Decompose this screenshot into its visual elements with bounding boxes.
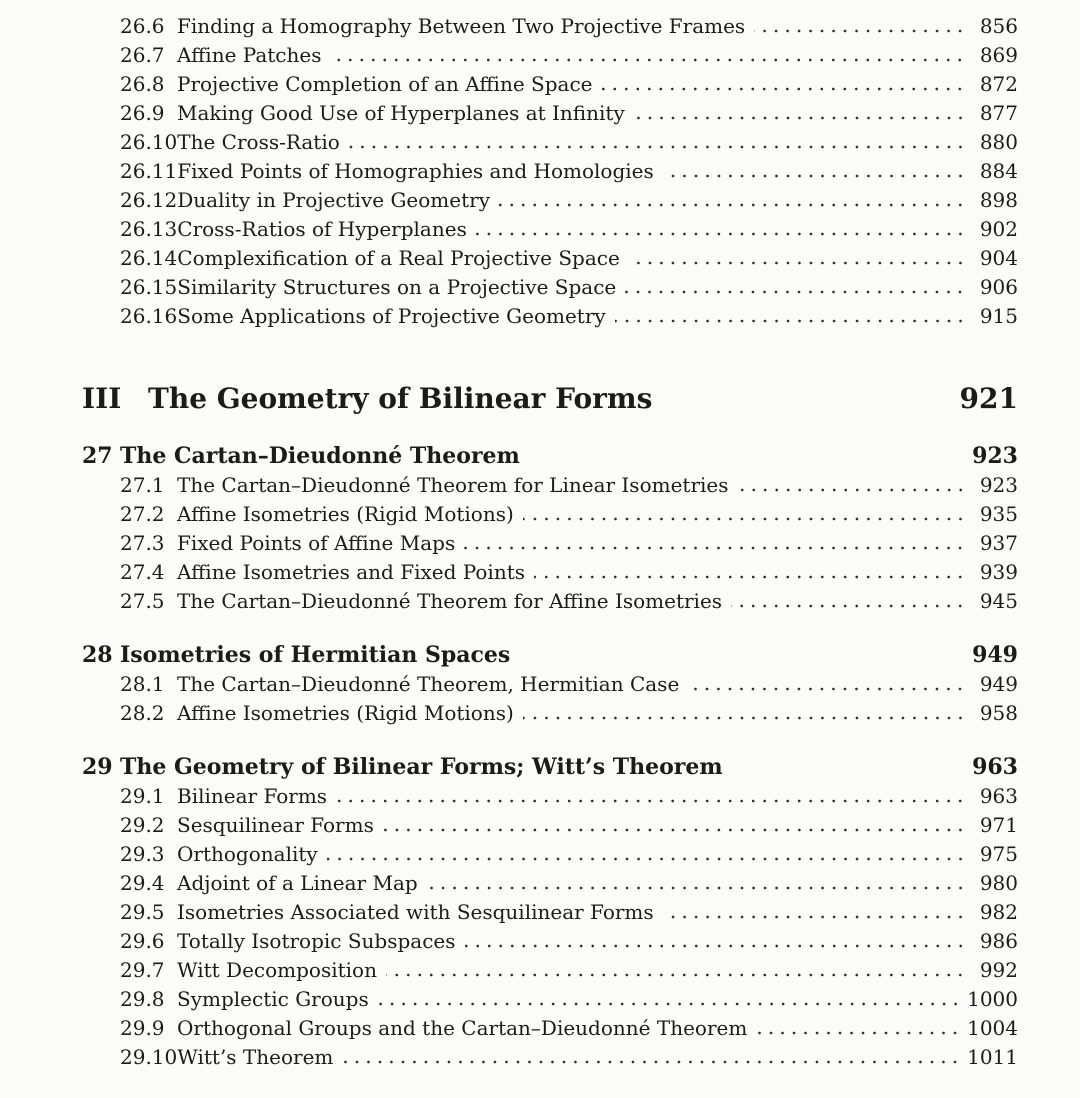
toc-entry-number: 26.11 xyxy=(120,159,178,183)
toc-entry-page: 971 xyxy=(979,813,1018,837)
dot-leader xyxy=(378,1002,961,1006)
toc-entry-title: Finding a Homography Between Two Projective Frames xyxy=(177,14,746,38)
toc-entry-page: 1004 xyxy=(967,1016,1018,1040)
dot-leader xyxy=(499,203,966,207)
chapter-title: The Cartan–Dieudonné Theorem xyxy=(120,443,520,469)
toc-entry-title: Affine Isometries (Rigid Motions) xyxy=(177,502,514,526)
part-page-number: 921 xyxy=(959,382,1018,415)
toc-entry-page: 935 xyxy=(979,502,1018,526)
toc-entry-title: Complexification of a Real Projective Space xyxy=(177,246,620,270)
dot-leader xyxy=(601,87,966,91)
dot-leader xyxy=(476,232,966,236)
dot-leader xyxy=(327,857,966,861)
toc-entry-number: 29.10 xyxy=(120,1045,178,1069)
chapter-page-number: 923 xyxy=(972,443,1018,469)
toc-entry xyxy=(82,99,1018,128)
part-title: The Geometry of Bilinear Forms xyxy=(148,382,653,415)
chapter-number: 27 xyxy=(82,443,113,469)
toc-entry-title: The Cartan–Dieudonné Theorem, Hermitian Case xyxy=(177,672,680,696)
leading-section-list xyxy=(82,12,1018,331)
toc-chapter xyxy=(82,441,1018,616)
toc-entry xyxy=(82,985,1018,1014)
toc-entry-number: 26.12 xyxy=(120,188,178,212)
toc-part-heading xyxy=(82,381,1018,417)
toc-entry xyxy=(82,215,1018,244)
dot-leader xyxy=(688,687,966,691)
toc-entry-number: 29.7 xyxy=(120,958,165,982)
toc-chapter-heading xyxy=(82,640,1018,670)
toc-chapter-heading xyxy=(82,752,1018,782)
toc-entry-title: Witt Decomposition xyxy=(177,958,377,982)
toc-entry-number: 29.9 xyxy=(120,1016,165,1040)
toc-entry xyxy=(82,302,1018,331)
toc-entry-page: 963 xyxy=(979,784,1018,808)
toc-entry xyxy=(82,782,1018,811)
toc-entry xyxy=(82,273,1018,302)
toc-entry xyxy=(82,927,1018,956)
toc-entry-number: 26.7 xyxy=(120,43,165,67)
toc-entry-number: 26.9 xyxy=(120,101,165,125)
toc-entry-number: 26.15 xyxy=(120,275,178,299)
dot-leader xyxy=(738,488,966,492)
toc-entry xyxy=(82,529,1018,558)
toc-entry-number: 29.4 xyxy=(120,871,165,895)
toc-entry-page: 982 xyxy=(979,900,1018,924)
toc-entry-title: Orthogonality xyxy=(177,842,318,866)
toc-entry-page: 906 xyxy=(979,275,1018,299)
toc-entry-title: The Cross-Ratio xyxy=(177,130,340,154)
toc-entry xyxy=(82,956,1018,985)
toc-entry-title: Similarity Structures on a Projective Space xyxy=(177,275,617,299)
toc-chapter xyxy=(82,752,1018,1072)
toc-entry-page: 1000 xyxy=(967,987,1018,1011)
toc-entry-title: Affine Isometries and Fixed Points xyxy=(177,560,526,584)
toc-entry xyxy=(82,70,1018,99)
chapter-number: 29 xyxy=(82,754,113,780)
toc-entry-title: Duality in Projective Geometry xyxy=(177,188,490,212)
toc-entry-title: Witt’s Theorem xyxy=(177,1045,334,1069)
toc-entry-title: The Cartan–Dieudonné Theorem for Linear Isometries xyxy=(177,473,729,497)
toc-entry xyxy=(82,811,1018,840)
toc-entry xyxy=(82,898,1018,927)
part-number: III xyxy=(82,382,122,415)
toc-entry-title: Affine Patches xyxy=(177,43,322,67)
toc-entry xyxy=(82,12,1018,41)
dot-leader xyxy=(663,174,966,178)
toc-entry-page: 856 xyxy=(979,14,1018,38)
toc-entry-page: 992 xyxy=(979,958,1018,982)
toc-chapter-heading xyxy=(82,441,1018,471)
toc-entry-number: 26.16 xyxy=(120,304,178,328)
dot-leader xyxy=(534,575,966,579)
dot-leader xyxy=(349,145,966,149)
toc-entry-title: Cross-Ratios of Hyperplanes xyxy=(177,217,467,241)
dot-leader xyxy=(629,261,966,265)
toc-entry xyxy=(82,244,1018,273)
dot-leader xyxy=(625,290,966,294)
toc-entry-page: 898 xyxy=(979,188,1018,212)
chapter-section-list xyxy=(82,670,1018,728)
toc-entry-page: 945 xyxy=(979,589,1018,613)
dot-leader xyxy=(523,517,966,521)
dot-leader xyxy=(383,828,966,832)
dot-leader xyxy=(615,319,966,323)
toc-entry-number: 29.8 xyxy=(120,987,165,1011)
toc-entry-page: 1011 xyxy=(967,1045,1018,1069)
toc-entry-page: 877 xyxy=(979,101,1018,125)
chapter-number: 28 xyxy=(82,642,113,668)
chapter-title: Isometries of Hermitian Spaces xyxy=(120,642,511,668)
toc-entry-number: 28.1 xyxy=(120,672,165,696)
dot-leader xyxy=(342,1060,961,1064)
toc-entry-number: 29.6 xyxy=(120,929,165,953)
dot-leader xyxy=(731,604,966,608)
dot-leader xyxy=(756,1031,961,1035)
toc-entry-title: Adjoint of a Linear Map xyxy=(177,871,418,895)
toc-entry-number: 26.8 xyxy=(120,72,165,96)
toc-entry-number: 29.2 xyxy=(120,813,165,837)
toc-entry-title: Projective Completion of an Affine Space xyxy=(177,72,593,96)
chapter-list xyxy=(82,441,1018,1072)
toc-entry-page: 975 xyxy=(979,842,1018,866)
toc-entry-number: 29.1 xyxy=(120,784,165,808)
toc-entry-number: 27.4 xyxy=(120,560,165,584)
chapter-page-number: 949 xyxy=(972,642,1018,668)
toc-entry-number: 28.2 xyxy=(120,701,165,725)
toc-entry xyxy=(82,186,1018,215)
dot-leader xyxy=(754,29,966,33)
dot-leader xyxy=(663,915,966,919)
toc-entry-title: Some Applications of Projective Geometry xyxy=(177,304,606,328)
toc-entry-page: 958 xyxy=(979,701,1018,725)
toc-entry-number: 29.3 xyxy=(120,842,165,866)
toc-entry-page: 986 xyxy=(979,929,1018,953)
toc-entry-page: 880 xyxy=(979,130,1018,154)
dot-leader xyxy=(427,886,966,890)
toc-entry-page: 902 xyxy=(979,217,1018,241)
toc-entry-title: The Cartan–Dieudonné Theorem for Affine Isometries xyxy=(177,589,723,613)
dot-leader xyxy=(464,546,966,550)
toc-entry-title: Symplectic Groups xyxy=(177,987,369,1011)
chapter-section-list xyxy=(82,471,1018,616)
chapter-title: The Geometry of Bilinear Forms; Witt’s Theorem xyxy=(120,754,723,780)
toc-entry-title: Fixed Points of Affine Maps xyxy=(177,531,456,555)
toc-entry xyxy=(82,840,1018,869)
toc-entry-page: 915 xyxy=(979,304,1018,328)
toc-entry-number: 26.13 xyxy=(120,217,178,241)
toc-entry-title: Orthogonal Groups and the Cartan–Dieudonné Theorem xyxy=(177,1016,748,1040)
toc-entry xyxy=(82,157,1018,186)
dot-leader xyxy=(386,973,966,977)
toc-entry-page: 872 xyxy=(979,72,1018,96)
toc-entry-title: Sesquilinear Forms xyxy=(177,813,374,837)
toc-entry-page: 923 xyxy=(979,473,1018,497)
toc-entry-title: Fixed Points of Homographies and Homologies xyxy=(177,159,654,183)
toc-entry-number: 27.1 xyxy=(120,473,165,497)
toc-entry-page: 904 xyxy=(979,246,1018,270)
toc-chapter xyxy=(82,640,1018,728)
toc-entry-title: Making Good Use of Hyperplanes at Infinity xyxy=(177,101,625,125)
toc-entry-number: 27.5 xyxy=(120,589,165,613)
toc-entry-page: 949 xyxy=(979,672,1018,696)
toc-entry xyxy=(82,558,1018,587)
toc-entry-title: Isometries Associated with Sesquilinear Forms xyxy=(177,900,654,924)
toc-entry-number: 27.2 xyxy=(120,502,165,526)
toc-entry xyxy=(82,41,1018,70)
toc-entry-page: 939 xyxy=(979,560,1018,584)
toc-entry xyxy=(82,587,1018,616)
toc-entry-page: 937 xyxy=(979,531,1018,555)
toc-entry-page: 980 xyxy=(979,871,1018,895)
toc-entry xyxy=(82,1043,1018,1072)
dot-leader xyxy=(465,944,966,948)
toc-entry-number: 29.5 xyxy=(120,900,165,924)
dot-leader xyxy=(634,116,966,120)
toc-entry-number: 27.3 xyxy=(120,531,165,555)
toc-entry xyxy=(82,699,1018,728)
toc-entry xyxy=(82,1014,1018,1043)
chapter-page-number: 963 xyxy=(972,754,1018,780)
toc-entry-page: 869 xyxy=(979,43,1018,67)
toc-entry-title: Totally Isotropic Subspaces xyxy=(177,929,456,953)
toc-entry-title: Bilinear Forms xyxy=(177,784,328,808)
toc-entry-number: 26.10 xyxy=(120,130,178,154)
toc-entry xyxy=(82,869,1018,898)
toc-entry xyxy=(82,500,1018,529)
toc-entry-page: 884 xyxy=(979,159,1018,183)
dot-leader xyxy=(336,799,966,803)
toc-entry xyxy=(82,670,1018,699)
dot-leader xyxy=(330,58,966,62)
toc-entry xyxy=(82,471,1018,500)
dot-leader xyxy=(523,716,966,720)
toc-entry-title: Affine Isometries (Rigid Motions) xyxy=(177,701,514,725)
toc-entry-number: 26.14 xyxy=(120,246,178,270)
toc-entry-number: 26.6 xyxy=(120,14,165,38)
chapter-section-list xyxy=(82,782,1018,1072)
toc-entry xyxy=(82,128,1018,157)
